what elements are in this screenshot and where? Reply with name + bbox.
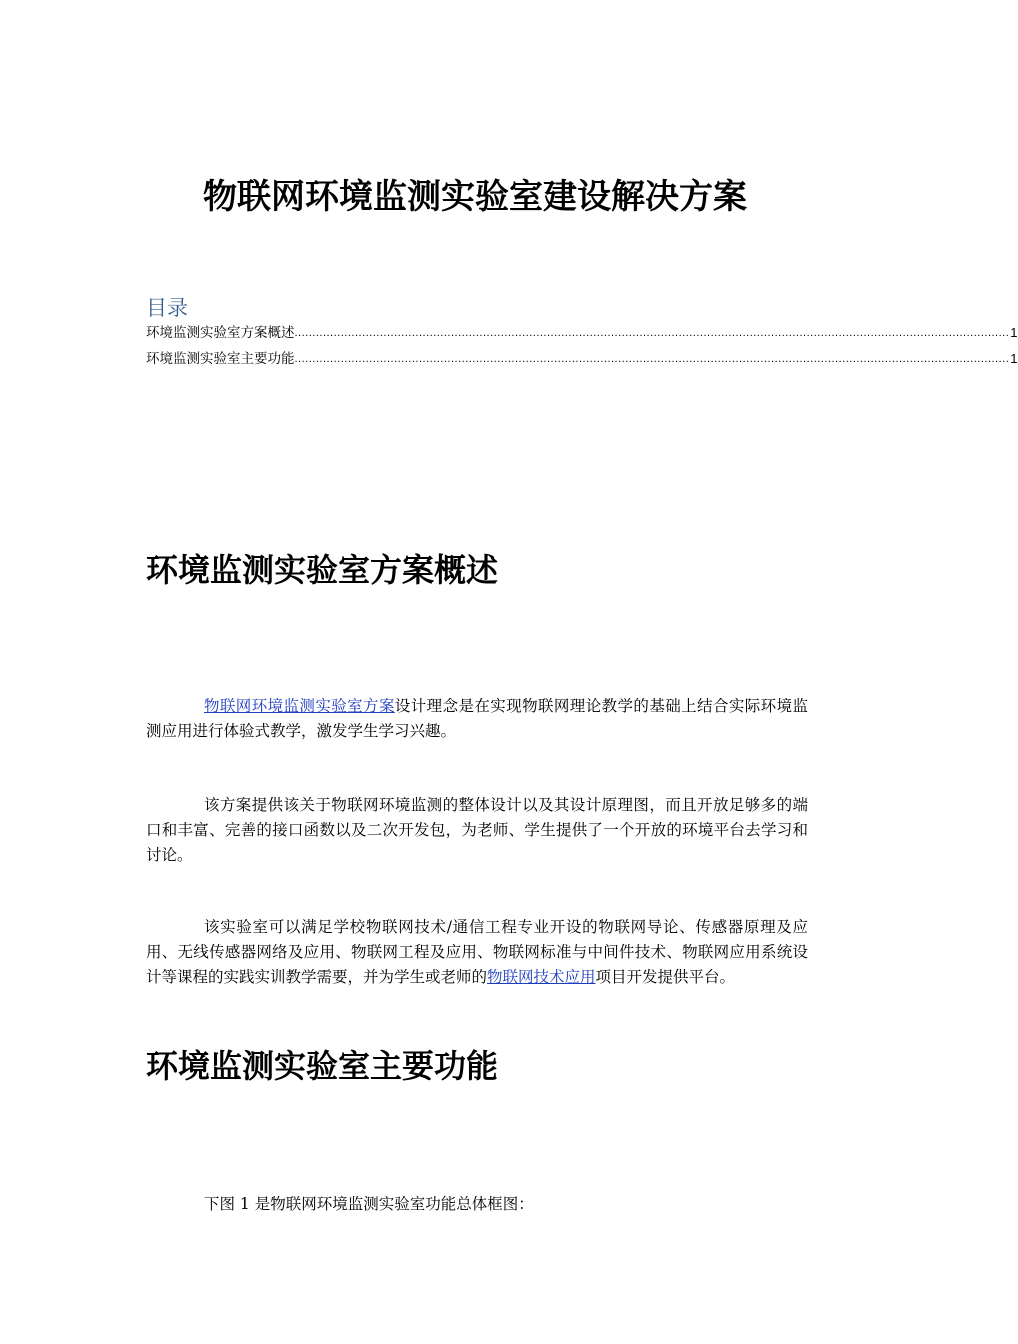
paragraph: 下图 1 是物联网环境监测实验室功能总体框图： (204, 1195, 534, 1213)
paragraph-text: 项目开发提供平台。 (595, 968, 736, 986)
toc-entry-text: 环境监测实验室方案概述 (146, 325, 295, 341)
document-title: 物联网环境监测实验室建设解决方案 (203, 177, 747, 217)
toc-entry[interactable] (146, 349, 1018, 369)
paragraph-text: 设计理念是在实现物联网理论教学的基础上结合实际环境监测应用进行体验式教学，激发学生学习兴趣。 (146, 697, 808, 740)
toc-entry-text: 环境监测实验室主要功能 (146, 351, 295, 367)
paragraph-text: 该实验室可以满足学校物联网技术/通信工程专业开设的物联网导论、传感器原理及应用、无线传感器网络及应用、物联网工程及应用、物联网标准与中间件技术、物联网应用系统设计等课程的实践实训教学需要，并为学生或老师的 (146, 918, 808, 986)
toc-leader: ......................................................................................................................................................................................................... (294, 327, 1010, 339)
paragraph: 该方案提供该关于物联网环境监测的整体设计以及其设计原理图，而且开放足够多的端口和丰富、完善的接口函数以及二次开发包，为老师、学生提供了一个开放的环境平台去学习和讨论。 (146, 796, 808, 864)
link-iot-application[interactable]: 物联网技术应用 (487, 968, 596, 986)
section-heading-functions: 环境监测实验室主要功能 (146, 1047, 499, 1085)
toc-entry[interactable] (146, 323, 1018, 343)
toc-leader: ......................................................................................................................................................................................................... (294, 353, 1010, 365)
toc-page-number: 1 (1010, 351, 1018, 366)
toc-page-number: 1 (1010, 325, 1018, 340)
toc-heading: 目录 (146, 296, 188, 320)
link-lab-solution[interactable]: 物联网环境监测实验室方案 (204, 697, 395, 715)
section-heading-overview: 环境监测实验室方案概述 (146, 551, 499, 589)
paragraph (146, 694, 808, 744)
paragraph (146, 915, 808, 990)
